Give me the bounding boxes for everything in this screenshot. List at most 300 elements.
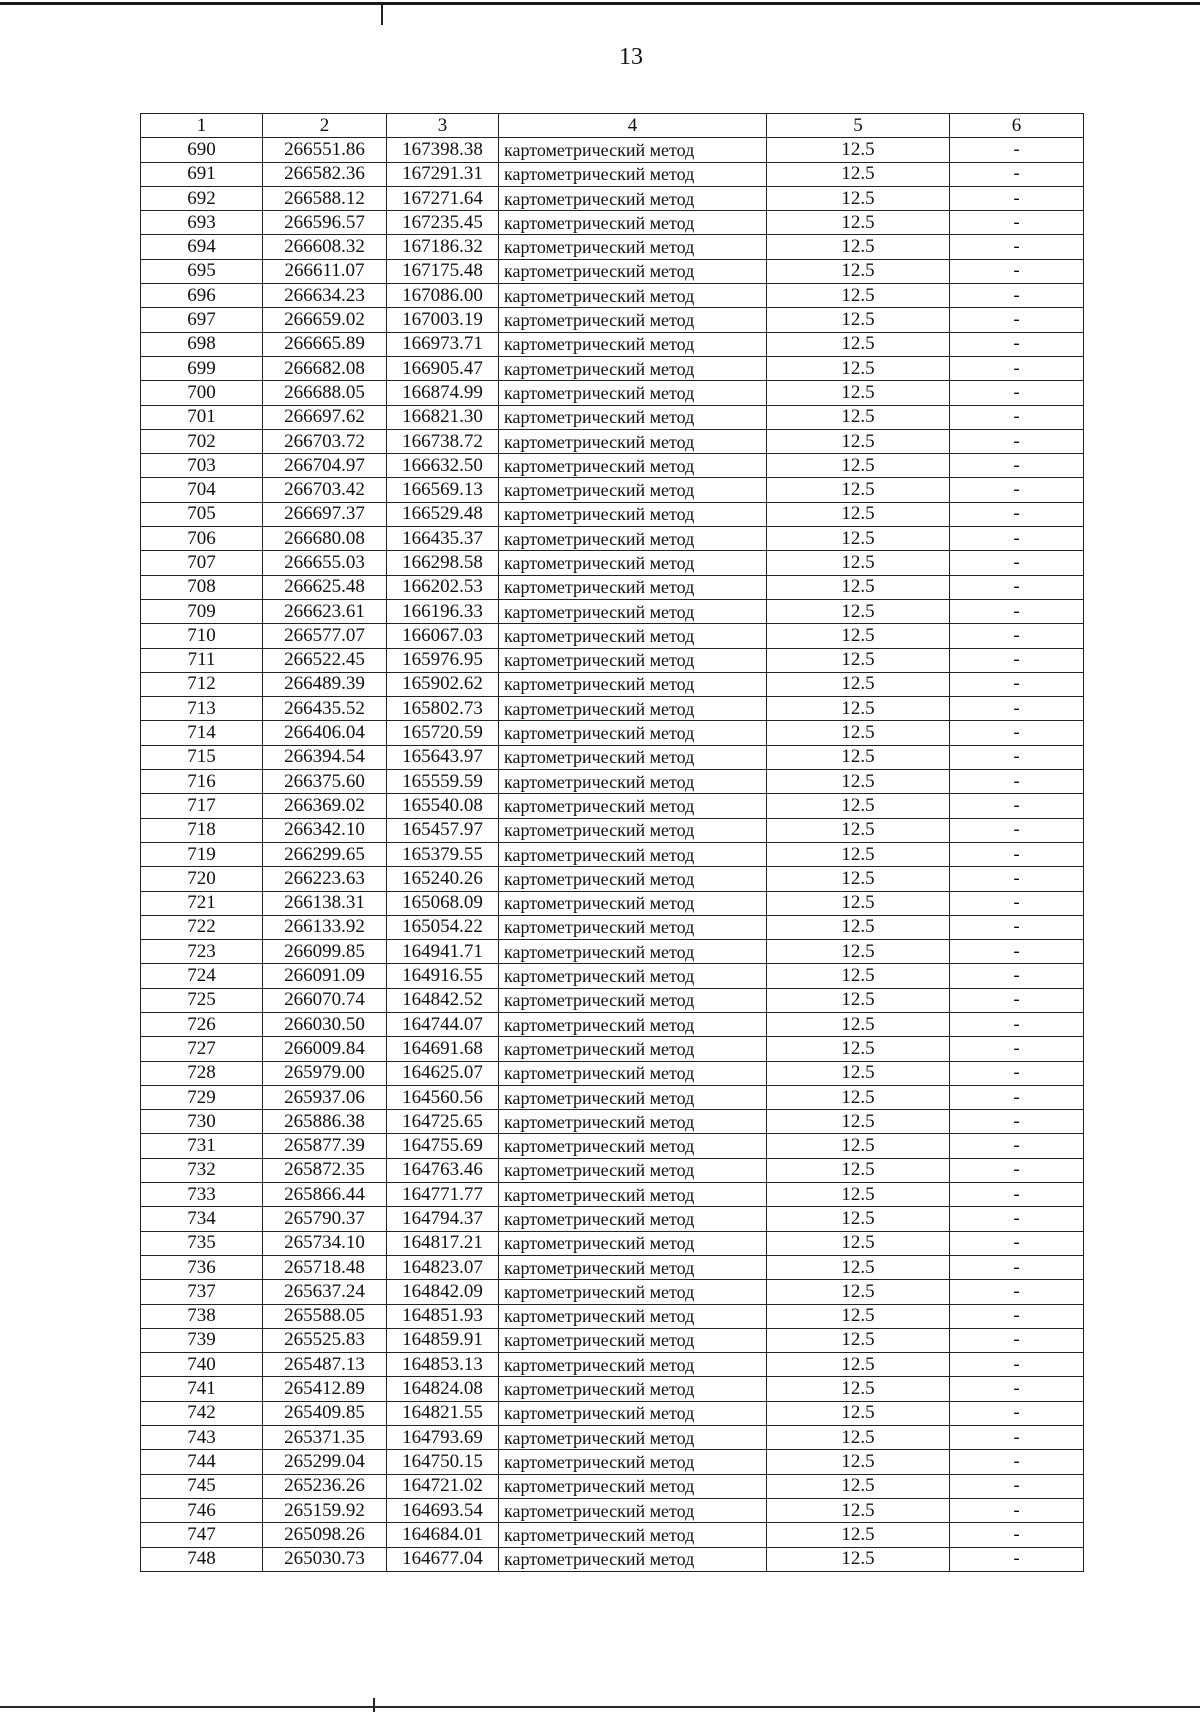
accuracy-cell: 12.5 (767, 429, 950, 453)
x-coordinate-cell: 265886.38 (263, 1110, 387, 1134)
description-cell: - (950, 964, 1084, 988)
description-cell: - (950, 138, 1084, 162)
accuracy-cell: 12.5 (767, 138, 950, 162)
point-number-cell: 696 (141, 284, 263, 308)
y-coordinate-cell: 164725.65 (387, 1110, 499, 1134)
table-row (141, 429, 1084, 453)
point-number-cell: 714 (141, 721, 263, 745)
method-cell: картометрический метод (499, 186, 767, 210)
method-cell: картометрический метод (499, 867, 767, 891)
x-coordinate-cell: 266611.07 (263, 259, 387, 283)
table-row (141, 964, 1084, 988)
x-coordinate-cell: 265030.73 (263, 1547, 387, 1571)
y-coordinate-cell: 166821.30 (387, 405, 499, 429)
scan-mark-bottom (373, 1698, 375, 1712)
x-coordinate-cell: 265937.06 (263, 1085, 387, 1109)
table-row (141, 1255, 1084, 1279)
method-cell: картометрический метод (499, 745, 767, 769)
accuracy-cell: 12.5 (767, 1085, 950, 1109)
point-number-cell: 728 (141, 1061, 263, 1085)
description-cell: - (950, 1037, 1084, 1061)
point-number-cell: 694 (141, 235, 263, 259)
scan-mark-top (381, 5, 383, 25)
description-cell: - (950, 1110, 1084, 1134)
table-row (141, 794, 1084, 818)
table-row (141, 940, 1084, 964)
accuracy-cell: 12.5 (767, 1061, 950, 1085)
x-coordinate-cell: 265159.92 (263, 1498, 387, 1522)
method-cell: картометрический метод (499, 1426, 767, 1450)
description-cell: - (950, 308, 1084, 332)
point-number-cell: 709 (141, 599, 263, 623)
description-cell: - (950, 575, 1084, 599)
y-coordinate-cell: 166874.99 (387, 381, 499, 405)
point-number-cell: 730 (141, 1110, 263, 1134)
accuracy-cell: 12.5 (767, 1523, 950, 1547)
y-coordinate-cell: 166529.48 (387, 502, 499, 526)
y-coordinate-cell: 164691.68 (387, 1037, 499, 1061)
description-cell: - (950, 381, 1084, 405)
accuracy-cell: 12.5 (767, 697, 950, 721)
method-cell: картометрический метод (499, 1377, 767, 1401)
y-coordinate-cell: 165802.73 (387, 697, 499, 721)
table-row (141, 1328, 1084, 1352)
table-row (141, 745, 1084, 769)
table-row (141, 1012, 1084, 1036)
point-number-cell: 724 (141, 964, 263, 988)
point-number-cell: 738 (141, 1304, 263, 1328)
accuracy-cell: 12.5 (767, 1012, 950, 1036)
x-coordinate-cell: 266703.42 (263, 478, 387, 502)
table-row (141, 988, 1084, 1012)
accuracy-cell: 12.5 (767, 502, 950, 526)
method-cell: картометрический метод (499, 1474, 767, 1498)
accuracy-cell: 12.5 (767, 478, 950, 502)
x-coordinate-cell: 266623.61 (263, 599, 387, 623)
y-coordinate-cell: 165379.55 (387, 842, 499, 866)
description-cell: - (950, 891, 1084, 915)
accuracy-cell: 12.5 (767, 770, 950, 794)
table-row (141, 284, 1084, 308)
table-row (141, 1085, 1084, 1109)
accuracy-cell: 12.5 (767, 527, 950, 551)
point-number-cell: 748 (141, 1547, 263, 1571)
y-coordinate-cell: 165540.08 (387, 794, 499, 818)
y-coordinate-cell: 166202.53 (387, 575, 499, 599)
accuracy-cell: 12.5 (767, 1207, 950, 1231)
accuracy-cell: 12.5 (767, 672, 950, 696)
y-coordinate-cell: 167291.31 (387, 162, 499, 186)
method-cell: картометрический метод (499, 308, 767, 332)
x-coordinate-cell: 265718.48 (263, 1255, 387, 1279)
point-number-cell: 737 (141, 1280, 263, 1304)
description-cell: - (950, 356, 1084, 380)
method-cell: картометрический метод (499, 284, 767, 308)
point-number-cell: 704 (141, 478, 263, 502)
method-cell: картометрический метод (499, 988, 767, 1012)
y-coordinate-cell: 165068.09 (387, 891, 499, 915)
method-cell: картометрический метод (499, 356, 767, 380)
point-number-cell: 745 (141, 1474, 263, 1498)
accuracy-cell: 12.5 (767, 405, 950, 429)
x-coordinate-cell: 265872.35 (263, 1158, 387, 1182)
point-number-cell: 720 (141, 867, 263, 891)
point-number-cell: 740 (141, 1353, 263, 1377)
table-row (141, 1304, 1084, 1328)
y-coordinate-cell: 166196.33 (387, 599, 499, 623)
point-number-cell: 747 (141, 1523, 263, 1547)
accuracy-cell: 12.5 (767, 1377, 950, 1401)
scan-edge-top (0, 2, 1200, 5)
x-coordinate-cell: 266703.72 (263, 429, 387, 453)
method-cell: картометрический метод (499, 1498, 767, 1522)
description-cell: - (950, 1328, 1084, 1352)
method-cell: картометрический метод (499, 794, 767, 818)
y-coordinate-cell: 167398.38 (387, 138, 499, 162)
accuracy-cell: 12.5 (767, 624, 950, 648)
description-cell: - (950, 1547, 1084, 1571)
point-number-cell: 734 (141, 1207, 263, 1231)
x-coordinate-cell: 265877.39 (263, 1134, 387, 1158)
description-cell: - (950, 1158, 1084, 1182)
method-cell: картометрический метод (499, 1110, 767, 1134)
x-coordinate-cell: 266697.37 (263, 502, 387, 526)
accuracy-cell: 12.5 (767, 745, 950, 769)
method-cell: картометрический метод (499, 1280, 767, 1304)
x-coordinate-cell: 266634.23 (263, 284, 387, 308)
y-coordinate-cell: 164693.54 (387, 1498, 499, 1522)
y-coordinate-cell: 164851.93 (387, 1304, 499, 1328)
method-cell: картометрический метод (499, 940, 767, 964)
table-row (141, 138, 1084, 162)
x-coordinate-cell: 266697.62 (263, 405, 387, 429)
description-cell: - (950, 1377, 1084, 1401)
table-row (141, 1401, 1084, 1425)
y-coordinate-cell: 164823.07 (387, 1255, 499, 1279)
y-coordinate-cell: 166632.50 (387, 454, 499, 478)
x-coordinate-cell: 266394.54 (263, 745, 387, 769)
table-row (141, 186, 1084, 210)
method-cell: картометрический метод (499, 1401, 767, 1425)
accuracy-cell: 12.5 (767, 867, 950, 891)
method-cell: картометрический метод (499, 527, 767, 551)
table-row (141, 1183, 1084, 1207)
method-cell: картометрический метод (499, 697, 767, 721)
x-coordinate-cell: 266009.84 (263, 1037, 387, 1061)
point-number-cell: 698 (141, 332, 263, 356)
point-number-cell: 735 (141, 1231, 263, 1255)
description-cell: - (950, 478, 1084, 502)
y-coordinate-cell: 164817.21 (387, 1231, 499, 1255)
x-coordinate-cell: 266522.45 (263, 648, 387, 672)
method-cell: картометрический метод (499, 259, 767, 283)
table-row (141, 551, 1084, 575)
method-cell: картометрический метод (499, 891, 767, 915)
method-cell: картометрический метод (499, 599, 767, 623)
point-number-cell: 695 (141, 259, 263, 283)
y-coordinate-cell: 164755.69 (387, 1134, 499, 1158)
description-cell: - (950, 867, 1084, 891)
description-cell: - (950, 1401, 1084, 1425)
point-number-cell: 706 (141, 527, 263, 551)
y-coordinate-cell: 165054.22 (387, 915, 499, 939)
accuracy-cell: 12.5 (767, 308, 950, 332)
method-cell: картометрический метод (499, 1231, 767, 1255)
x-coordinate-cell: 265637.24 (263, 1280, 387, 1304)
column-header: 6 (950, 114, 1084, 138)
method-cell: картометрический метод (499, 454, 767, 478)
accuracy-cell: 12.5 (767, 284, 950, 308)
method-cell: картометрический метод (499, 915, 767, 939)
column-header: 3 (387, 114, 499, 138)
method-cell: картометрический метод (499, 964, 767, 988)
accuracy-cell: 12.5 (767, 1474, 950, 1498)
y-coordinate-cell: 166435.37 (387, 527, 499, 551)
y-coordinate-cell: 166067.03 (387, 624, 499, 648)
x-coordinate-cell: 266588.12 (263, 186, 387, 210)
method-cell: картометрический метод (499, 1183, 767, 1207)
x-coordinate-cell: 265371.35 (263, 1426, 387, 1450)
description-cell: - (950, 1498, 1084, 1522)
table-row (141, 211, 1084, 235)
point-number-cell: 732 (141, 1158, 263, 1182)
point-number-cell: 700 (141, 381, 263, 405)
description-cell: - (950, 721, 1084, 745)
description-cell: - (950, 1255, 1084, 1279)
point-number-cell: 727 (141, 1037, 263, 1061)
table-row (141, 599, 1084, 623)
table-row (141, 1474, 1084, 1498)
x-coordinate-cell: 265412.89 (263, 1377, 387, 1401)
table-row (141, 867, 1084, 891)
point-number-cell: 717 (141, 794, 263, 818)
point-number-cell: 726 (141, 1012, 263, 1036)
point-number-cell: 712 (141, 672, 263, 696)
accuracy-cell: 12.5 (767, 454, 950, 478)
method-cell: картометрический метод (499, 1353, 767, 1377)
method-cell: картометрический метод (499, 502, 767, 526)
description-cell: - (950, 1450, 1084, 1474)
y-coordinate-cell: 164560.56 (387, 1085, 499, 1109)
table-row (141, 1158, 1084, 1182)
accuracy-cell: 12.5 (767, 162, 950, 186)
point-number-cell: 692 (141, 186, 263, 210)
method-cell: картометрический метод (499, 1158, 767, 1182)
point-number-cell: 710 (141, 624, 263, 648)
description-cell: - (950, 454, 1084, 478)
x-coordinate-cell: 266680.08 (263, 527, 387, 551)
x-coordinate-cell: 266375.60 (263, 770, 387, 794)
description-cell: - (950, 1231, 1084, 1255)
y-coordinate-cell: 166905.47 (387, 356, 499, 380)
x-coordinate-cell: 266608.32 (263, 235, 387, 259)
y-coordinate-cell: 165976.95 (387, 648, 499, 672)
column-header: 2 (263, 114, 387, 138)
y-coordinate-cell: 164941.71 (387, 940, 499, 964)
table-row (141, 770, 1084, 794)
accuracy-cell: 12.5 (767, 1280, 950, 1304)
table-row (141, 818, 1084, 842)
point-number-cell: 721 (141, 891, 263, 915)
table-row (141, 235, 1084, 259)
description-cell: - (950, 648, 1084, 672)
point-number-cell: 722 (141, 915, 263, 939)
point-number-cell: 715 (141, 745, 263, 769)
accuracy-cell: 12.5 (767, 235, 950, 259)
description-cell: - (950, 745, 1084, 769)
description-cell: - (950, 1207, 1084, 1231)
x-coordinate-cell: 266665.89 (263, 332, 387, 356)
point-number-cell: 743 (141, 1426, 263, 1450)
y-coordinate-cell: 164793.69 (387, 1426, 499, 1450)
method-cell: картометрический метод (499, 1328, 767, 1352)
table-row (141, 1134, 1084, 1158)
description-cell: - (950, 551, 1084, 575)
y-coordinate-cell: 165559.59 (387, 770, 499, 794)
description-cell: - (950, 527, 1084, 551)
method-cell: картометрический метод (499, 551, 767, 575)
x-coordinate-cell: 265866.44 (263, 1183, 387, 1207)
column-header: 1 (141, 114, 263, 138)
method-cell: картометрический метод (499, 162, 767, 186)
point-number-cell: 697 (141, 308, 263, 332)
table-row (141, 1377, 1084, 1401)
method-cell: картометрический метод (499, 332, 767, 356)
y-coordinate-cell: 164684.01 (387, 1523, 499, 1547)
description-cell: - (950, 502, 1084, 526)
table-row (141, 1110, 1084, 1134)
accuracy-cell: 12.5 (767, 211, 950, 235)
x-coordinate-cell: 265487.13 (263, 1353, 387, 1377)
table-row (141, 1547, 1084, 1571)
y-coordinate-cell: 166973.71 (387, 332, 499, 356)
description-cell: - (950, 1061, 1084, 1085)
method-cell: картометрический метод (499, 1450, 767, 1474)
scan-edge-bottom (0, 1706, 1200, 1708)
table-row (141, 381, 1084, 405)
table-row (141, 1498, 1084, 1522)
point-number-cell: 744 (141, 1450, 263, 1474)
point-number-cell: 703 (141, 454, 263, 478)
method-cell: картометрический метод (499, 648, 767, 672)
description-cell: - (950, 1085, 1084, 1109)
y-coordinate-cell: 164916.55 (387, 964, 499, 988)
method-cell: картометрический метод (499, 429, 767, 453)
accuracy-cell: 12.5 (767, 1547, 950, 1571)
y-coordinate-cell: 167175.48 (387, 259, 499, 283)
y-coordinate-cell: 165720.59 (387, 721, 499, 745)
point-number-cell: 741 (141, 1377, 263, 1401)
x-coordinate-cell: 266688.05 (263, 381, 387, 405)
y-coordinate-cell: 166738.72 (387, 429, 499, 453)
y-coordinate-cell: 167086.00 (387, 284, 499, 308)
point-number-cell: 742 (141, 1401, 263, 1425)
accuracy-cell: 12.5 (767, 356, 950, 380)
point-number-cell: 733 (141, 1183, 263, 1207)
method-cell: картометрический метод (499, 138, 767, 162)
x-coordinate-cell: 266596.57 (263, 211, 387, 235)
x-coordinate-cell: 266138.31 (263, 891, 387, 915)
table-row (141, 1523, 1084, 1547)
y-coordinate-cell: 166298.58 (387, 551, 499, 575)
x-coordinate-cell: 266551.86 (263, 138, 387, 162)
point-number-cell: 699 (141, 356, 263, 380)
y-coordinate-cell: 167271.64 (387, 186, 499, 210)
accuracy-cell: 12.5 (767, 551, 950, 575)
y-coordinate-cell: 164744.07 (387, 1012, 499, 1036)
y-coordinate-cell: 165902.62 (387, 672, 499, 696)
table-row (141, 162, 1084, 186)
method-cell: картометрический метод (499, 1012, 767, 1036)
description-cell: - (950, 1280, 1084, 1304)
x-coordinate-cell: 265236.26 (263, 1474, 387, 1498)
method-cell: картометрический метод (499, 1061, 767, 1085)
x-coordinate-cell: 265790.37 (263, 1207, 387, 1231)
x-coordinate-cell: 266435.52 (263, 697, 387, 721)
table-row (141, 527, 1084, 551)
accuracy-cell: 12.5 (767, 1183, 950, 1207)
point-number-cell: 746 (141, 1498, 263, 1522)
table-row (141, 1353, 1084, 1377)
y-coordinate-cell: 164625.07 (387, 1061, 499, 1085)
method-cell: картометрический метод (499, 1304, 767, 1328)
point-number-cell: 690 (141, 138, 263, 162)
y-coordinate-cell: 164859.91 (387, 1328, 499, 1352)
description-cell: - (950, 1012, 1084, 1036)
table-row (141, 575, 1084, 599)
table-row (141, 1207, 1084, 1231)
accuracy-cell: 12.5 (767, 964, 950, 988)
x-coordinate-cell: 266099.85 (263, 940, 387, 964)
accuracy-cell: 12.5 (767, 1498, 950, 1522)
table-row (141, 1426, 1084, 1450)
y-coordinate-cell: 164842.52 (387, 988, 499, 1012)
x-coordinate-cell: 266091.09 (263, 964, 387, 988)
x-coordinate-cell: 266659.02 (263, 308, 387, 332)
description-cell: - (950, 1304, 1084, 1328)
column-header: 4 (499, 114, 767, 138)
point-number-cell: 713 (141, 697, 263, 721)
point-number-cell: 718 (141, 818, 263, 842)
x-coordinate-cell: 266133.92 (263, 915, 387, 939)
point-number-cell: 716 (141, 770, 263, 794)
description-cell: - (950, 332, 1084, 356)
method-cell: картометрический метод (499, 1037, 767, 1061)
accuracy-cell: 12.5 (767, 1426, 950, 1450)
method-cell: картометрический метод (499, 818, 767, 842)
table-row (141, 1450, 1084, 1474)
x-coordinate-cell: 266489.39 (263, 672, 387, 696)
point-number-cell: 707 (141, 551, 263, 575)
description-cell: - (950, 405, 1084, 429)
point-number-cell: 731 (141, 1134, 263, 1158)
x-coordinate-cell: 266299.65 (263, 842, 387, 866)
accuracy-cell: 12.5 (767, 818, 950, 842)
description-cell: - (950, 672, 1084, 696)
description-cell: - (950, 842, 1084, 866)
accuracy-cell: 12.5 (767, 1037, 950, 1061)
y-coordinate-cell: 167186.32 (387, 235, 499, 259)
table-row (141, 356, 1084, 380)
description-cell: - (950, 211, 1084, 235)
accuracy-cell: 12.5 (767, 721, 950, 745)
description-cell: - (950, 1523, 1084, 1547)
description-cell: - (950, 284, 1084, 308)
table-row (141, 454, 1084, 478)
x-coordinate-cell: 266655.03 (263, 551, 387, 575)
page-number: 13 (619, 44, 643, 70)
description-cell: - (950, 599, 1084, 623)
